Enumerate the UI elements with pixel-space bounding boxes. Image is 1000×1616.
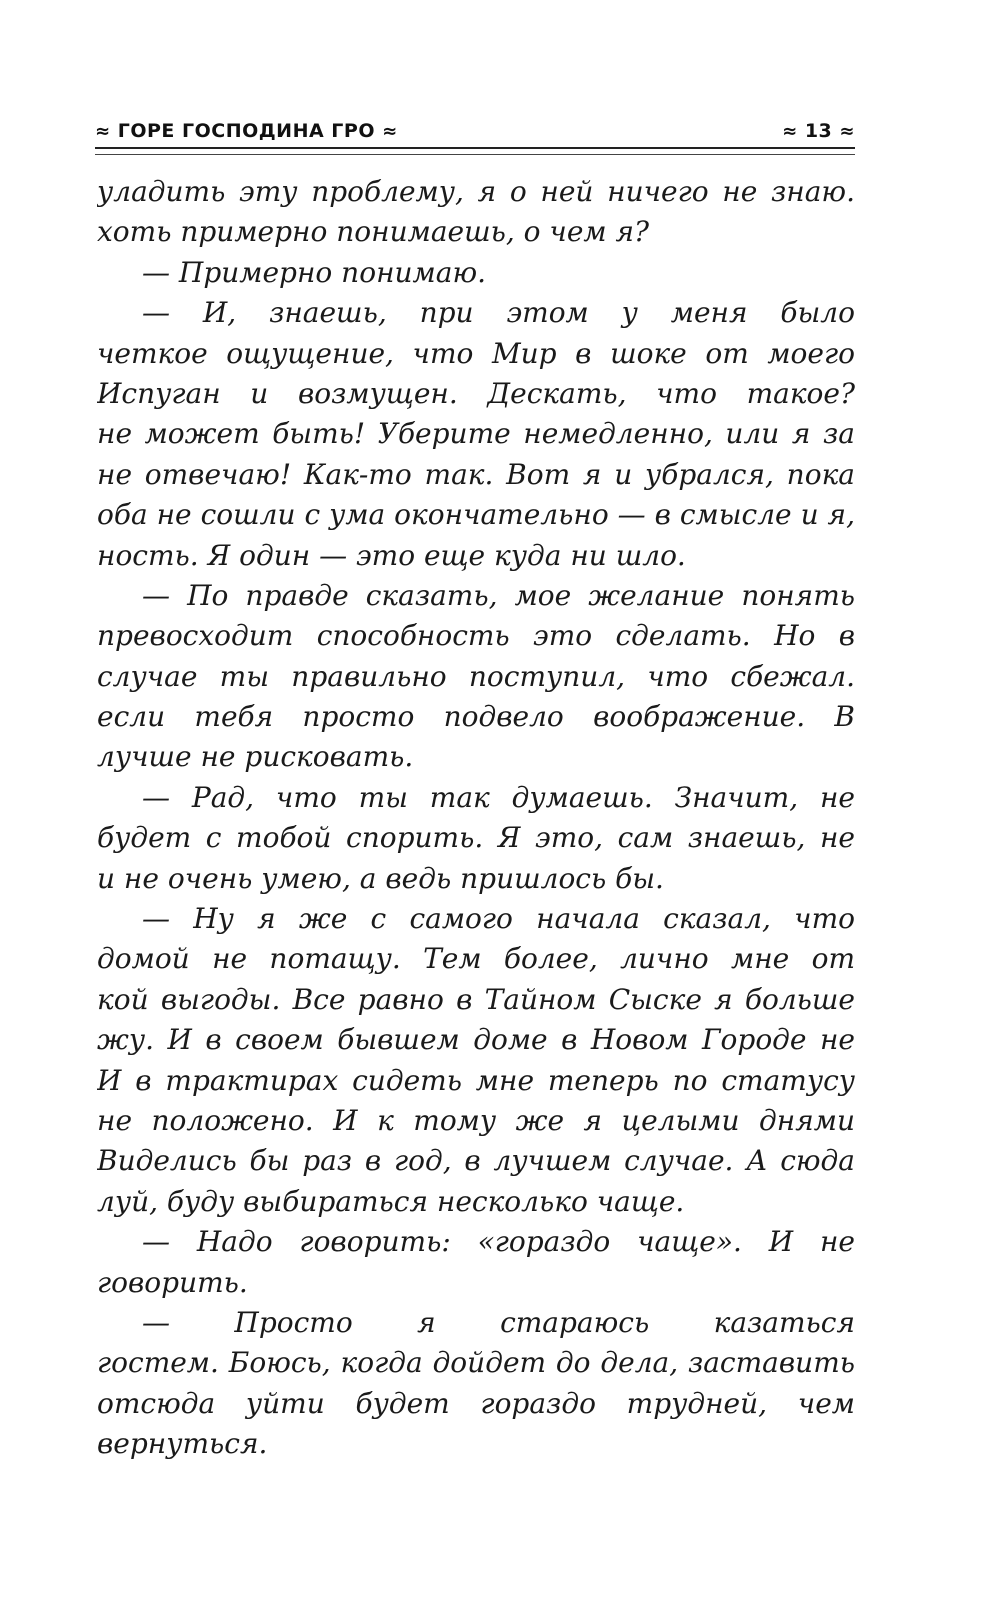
text-line: будет с тобой спорить. Я это, сам знаешь, не	[97, 821, 855, 855]
text-line: оба не сошли с ума окончательно — в смысле и я,	[97, 498, 855, 532]
text-line: — Просто я стараюсь казаться	[142, 1305, 855, 1339]
text-line: вернуться.	[97, 1427, 268, 1461]
text-line: четкое ощущение, что Мир в шоке от моего	[97, 336, 855, 370]
text-line: и не очень умею, а ведь пришлось бы.	[97, 861, 664, 895]
text-line: отсюда уйти будет гораздо трудней, чем	[97, 1386, 855, 1420]
text-line: — Ну я же с самого начала сказал, что	[142, 902, 855, 936]
text-line: хоть примерно понимаешь, о чем я?	[97, 215, 650, 249]
text-line: случае ты правильно поступил, что сбежал.	[97, 659, 855, 693]
tilde-ornament-icon: ≈	[839, 121, 855, 142]
text-line: — Примерно понимаю.	[142, 255, 487, 289]
text-line: — И, знаешь, при этом у меня было	[142, 296, 855, 330]
text-line: И в трактирах сидеть мне теперь по статусу	[97, 1063, 855, 1097]
text-line: не может быть! Уберите немедленно, или я за	[97, 417, 855, 451]
text-line: если тебя просто подвело воображение. В	[97, 700, 855, 734]
text-line: домой не потащу. Тем более, лично мне от	[97, 942, 855, 976]
text-line: — Рад, что ты так думаешь. Значит, не	[142, 780, 855, 814]
text-line: не положено. И к тому же я целыми днями	[97, 1103, 855, 1137]
text-line: гостем. Боюсь, когда дойдет до дела, заставить	[97, 1346, 855, 1380]
tilde-ornament-icon: ≈	[382, 121, 398, 142]
text-line: луй, буду выбираться несколько чаще.	[97, 1184, 685, 1218]
tilde-ornament-icon: ≈	[782, 121, 798, 142]
running-head-folio	[782, 120, 855, 142]
body-text	[97, 172, 855, 1465]
header-rule-thick	[95, 147, 855, 149]
book-title: ГОРЕ ГОСПОДИНА ГРО	[117, 120, 375, 142]
running-head-title	[95, 120, 398, 142]
text-line: уладить эту проблему, я о ней ничего не знаю.	[97, 175, 855, 208]
header-rule-thin	[95, 154, 855, 155]
text-line: — Надо говорить: «гораздо чаще». И не	[142, 1225, 855, 1259]
text-line: не отвечаю! Как-то так. Вот я и убрался, пока	[97, 457, 855, 491]
text-line: — По правде сказать, мое желание понять	[142, 578, 855, 612]
text-line: ность. Я один — это еще куда ни шло.	[97, 538, 686, 572]
text-line: кой выгоды. Все равно в Тайном Сыске я больше	[97, 982, 855, 1016]
running-head	[95, 112, 855, 152]
text-line: лучше не рисковать.	[97, 740, 414, 774]
text-line: Виделись бы раз в год, в лучшем случае. А сюда	[97, 1144, 855, 1178]
tilde-ornament-icon: ≈	[95, 121, 111, 142]
text-line: превосходит способность это сделать. Но в	[97, 619, 855, 653]
text-line: Испуган и возмущен. Дескать, что такое?	[97, 376, 855, 410]
text-line: жу. И в своем бывшем доме в Новом Городе не	[97, 1023, 855, 1057]
page-number: 13	[804, 120, 833, 142]
text-line: говорить.	[97, 1265, 248, 1299]
